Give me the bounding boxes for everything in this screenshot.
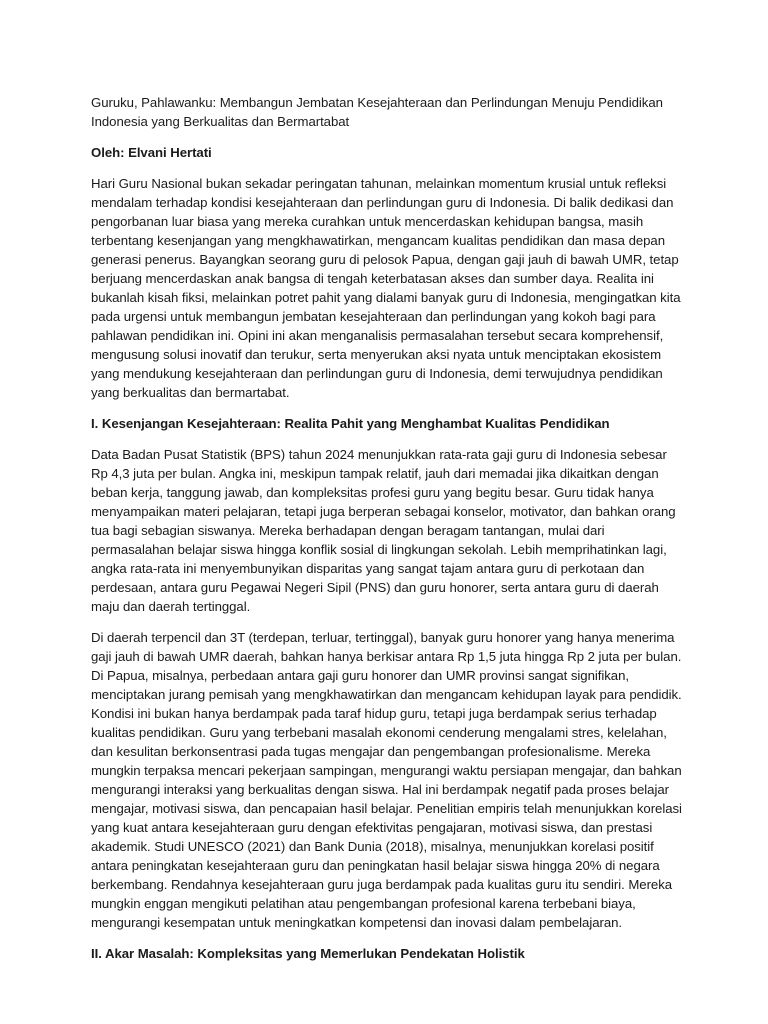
document-body [91,93,685,975]
author-line: Oleh: Elvani Hertati [91,145,212,160]
section-1-paragraph-2: Di daerah terpencil dan 3T (terdepan, terluar, tertinggal), banyak guru honorer yang hanya menerima gaji jauh di bawah UMR daerah, bahkan hanya berkisar antara Rp 1,5 juta hingga Rp 2 juta per bulan. Di Papua, misalnya, perbedaan antara gaji guru honorer dan UMR provinsi sangat signifikan, menciptakan jurang pemisah yang mengkhawatirkan dan mengancam kehidupan layak para pendidik. Kondisi ini bukan hanya berdampak pada taraf hidup guru, tetapi juga berdampak serius terhadap kualitas pendidikan. Guru yang terbebani masalah ekonomi cenderung mengalami stres, kelelahan, dan kesulitan berkonsentrasi pada tugas mengajar dan pengembangan profesionalisme. Mereka mungkin terpaksa mencari pekerjaan sampingan, mengurangi waktu persiapan mengajar, dan bahkan mengurangi interaksi yang berkualitas dengan siswa. Hal ini berdampak negatif pada proses belajar mengajar, motivasi siswa, dan pencapaian hasil belajar. Penelitian empiris telah menunjukkan korelasi yang kuat antara kesejahteraan guru dengan efektivitas pengajaran, motivasi siswa, dan prestasi akademik. Studi UNESCO (2021) dan Bank Dunia (2018), misalnya, menunjukkan korelasi positif antara peningkatan kesejahteraan guru dan peningkatan hasil belajar siswa hingga 20% di negara berkembang. Rendahnya kesejahteraan guru juga berdampak pada kualitas guru itu sendiri. Mereka mungkin enggan mengikuti pelatihan atau pengembangan profesional karena terbebani biaya, mengurangi kesempatan untuk meningkatkan kompetensi dan inovasi dalam pembelajaran. [91,630,682,930]
intro-paragraph: Hari Guru Nasional bukan sekadar peringatan tahunan, melainkan momentum krusial untuk refleksi mendalam terhadap kondisi kesejahteraan dan perlindungan guru di Indonesia. Di balik dedikasi dan pengorbanan luar biasa yang mereka curahkan untuk mencerdaskan kehidupan bangsa, masih terbentang kesenjangan yang mengkhawatirkan, mengancam kualitas pendidikan dan masa depan generasi penerus. Bayangkan seorang guru di pelosok Papua, dengan gaji jauh di bawah UMR, tetap berjuang mencerdaskan anak bangsa di tengah keterbatasan akses dan sumber daya. Realita ini bukanlah kisah fiksi, melainkan potret pahit yang dialami banyak guru di Indonesia, mengingatkan kita pada urgensi untuk membangun jembatan kesejahteraan dan perlindungan yang kokoh bagi para pahlawan pendidikan ini. Opini ini akan menganalisis permasalahan tersebut secara komprehensif, mengusung solusi inovatif dan terukur, serta menyerukan aksi nyata untuk menciptakan ekosistem yang mendukung kesejahteraan dan perlindungan guru di Indonesia, demi terwujudnya pendidikan yang berkualitas dan bermartabat. [91,176,681,400]
document-title: Guruku, Pahlawanku: Membangun Jembatan Kesejahteraan dan Perlindungan Menuju Pendidikan Indonesia yang Berkualitas dan Bermartabat [91,95,663,129]
section-heading-1: I. Kesenjangan Kesejahteraan: Realita Pahit yang Menghambat Kualitas Pendidikan [91,416,610,431]
section-1-paragraph-1: Data Badan Pusat Statistik (BPS) tahun 2024 menunjukkan rata-rata gaji guru di Indonesia sebesar Rp 4,3 juta per bulan. Angka ini, meskipun tampak relatif, jauh dari memadai jika dikaitkan dengan beban kerja, tanggung jawab, dan kompleksitas profesi guru yang begitu besar. Guru tidak hanya menyampaikan materi pelajaran, tetapi juga berperan sebagai konselor, motivator, dan bahkan orang tua bagi sebagian siswanya. Mereka berhadapan dengan beragam tantangan, mulai dari permasalahan belajar siswa hingga konflik sosial di lingkungan sekolah. Lebih memprihatinkan lagi, angka rata-rata ini menyembunyikan disparitas yang sangat tajam antara guru di perkotaan dan perdesaan, antara guru Pegawai Negeri Sipil (PNS) dan guru honorer, serta antara guru di daerah maju dan daerah tertinggal. [91,447,676,614]
section-heading-2: II. Akar Masalah: Kompleksitas yang Memerlukan Pendekatan Holistik [91,946,525,961]
